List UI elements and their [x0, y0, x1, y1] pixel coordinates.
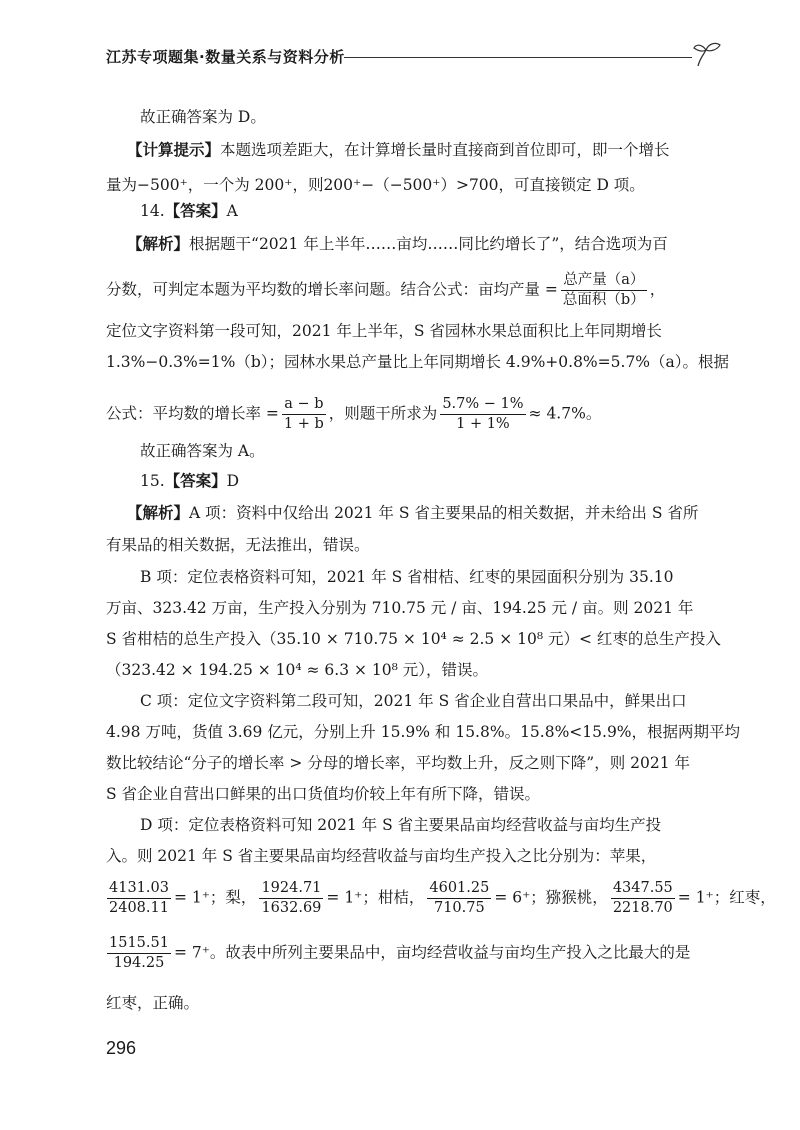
fraction: $\frac{5.7\% - 1\%}{1 + 1\%}$ [442, 396, 524, 432]
text-line: 万亩、323.42 万亩，生产投入分别为 710.75 元 / 亩、194.25 元 / 亩。则 2021 年 [106, 599, 694, 617]
fraction: $\frac{4601.25}{710.75}$ [429, 880, 490, 916]
header-rule [344, 57, 692, 58]
formula-line: $\frac{1515.51}{194.25}$ = 7⁺。故表中所列主要果品中，亩均经营收益与亩均生产投入之比最大的是 [109, 935, 691, 971]
text-line: 定位文字资料第一段可知，2021 年上半年，S 省园林水果总面积比上年同期增长 [106, 322, 662, 340]
answer-line-14: 14.【答案】A [140, 202, 238, 220]
text-line: D 项：定位表格资料可知 2021 年 S 省主要果品亩均经营收益与亩均生产投 [140, 816, 662, 834]
text-line: 1.3%−0.3%=1%（b）；园林水果总产量比上年同期增长 4.9%+0.8%=5.7%（a）。根据 [106, 353, 730, 371]
text-line: 故正确答案为 A。 [140, 442, 265, 460]
analysis-label: 【解析】 [127, 504, 190, 522]
fraction: $\frac{4131.03}{2408.11}$ [109, 880, 169, 916]
calc-tip-label: 【计算提示】 [127, 141, 221, 159]
text-line: 【解析】根据题干“2021 年上半年……亩均……同比约增长了”，结合选项为百 [127, 235, 668, 253]
formula-line: 分数，可判定本题为平均数的增长率问题。结合公式：亩均产量 = $\frac{\text{总产量（a）}}{\text{总面积（b）}}$ ， [106, 272, 666, 308]
text-line: 量为−500⁺，一个为 200⁺，则200⁺−（−500⁺）>700，可直接锁定 D 项。 [106, 176, 645, 194]
fraction: $\frac{a - b}{1 + b}$ [283, 396, 324, 432]
text-line: 故正确答案为 D。 [140, 108, 266, 126]
text-line: 入。则 2021 年 S 省主要果品亩均经营收益与亩均生产投入之比分别为：苹果， [106, 847, 657, 865]
header-title: 江苏专项题集·数量关系与资料分析 [106, 48, 345, 66]
fraction: $\frac{1924.71}{1632.69}$ [261, 880, 322, 916]
text-line: 【解析】A 项：资料中仅给出 2021 年 S 省主要果品的相关数据，并未给出 S 省所 [127, 504, 699, 522]
analysis-label: 【解析】 [127, 235, 190, 253]
text-line: 4.98 万吨，货值 3.69 亿元，分别上升 15.9% 和 15.8%。15.8%<15.9%，根据两期平均 [106, 723, 741, 741]
fraction: $\frac{4347.55}{2218.70}$ [612, 880, 673, 916]
text-line: B 项：定位表格资料可知，2021 年 S 省柑桔、红枣的果园面积分别为 35.10 [140, 568, 674, 586]
fraction: $\frac{\text{总产量（a）}}{\text{总面积（b）}}$ [562, 272, 645, 308]
formula-line: 公式：平均数的增长率 = $\frac{a - b}{1 + b}$ ，则题干所求为 $\frac{5.7\% - 1\%}{1 + 1\%}$ ≈ 4.7%。 [106, 396, 602, 432]
text-line: S 省柑桔的总生产投入（35.10 × 710.75 × 10⁴ ≈ 2.5 × 10⁸ 元）< 红枣的总生产投入 [106, 630, 721, 648]
text-line: 有果品的相关数据，无法推出，错误。 [106, 536, 370, 554]
text-line: 数比较结论“分子的增长率 > 分母的增长率，平均数上升，反之则下降”，则 2021 年 [106, 754, 690, 772]
running-header [106, 40, 716, 70]
sprout-icon [692, 40, 722, 70]
page-number: 296 [106, 1038, 137, 1058]
text-line: 【计算提示】本题选项差距大，在计算增长量时直接商到首位即可，即一个增长 [127, 141, 670, 159]
text-line: 红枣，正确。 [106, 994, 200, 1012]
fraction: $\frac{1515.51}{194.25}$ [109, 935, 169, 971]
text-line: C 项：定位文字资料第二段可知，2021 年 S 省企业自营出口果品中，鲜果出口 [140, 692, 687, 710]
answer-line-15: 15.【答案】D [140, 472, 240, 490]
text-line: （323.42 × 194.25 × 10⁴ ≈ 6.3 × 10⁸ 元），错误。 [106, 661, 489, 679]
text-line: S 省企业自营出口鲜果的出口货值均价较上年有所下降，错误。 [106, 785, 541, 803]
formula-line: $\frac{4131.03}{2408.11}$ = 1⁺；梨， $\frac{1924.71}{1632.69}$ = 1⁺；柑桔， $\frac{4601.25}{710.75}$ = 6⁺；猕猴桃， $\frac{4347.55}{2218.70}$ = 1⁺；红枣， [109, 880, 776, 916]
